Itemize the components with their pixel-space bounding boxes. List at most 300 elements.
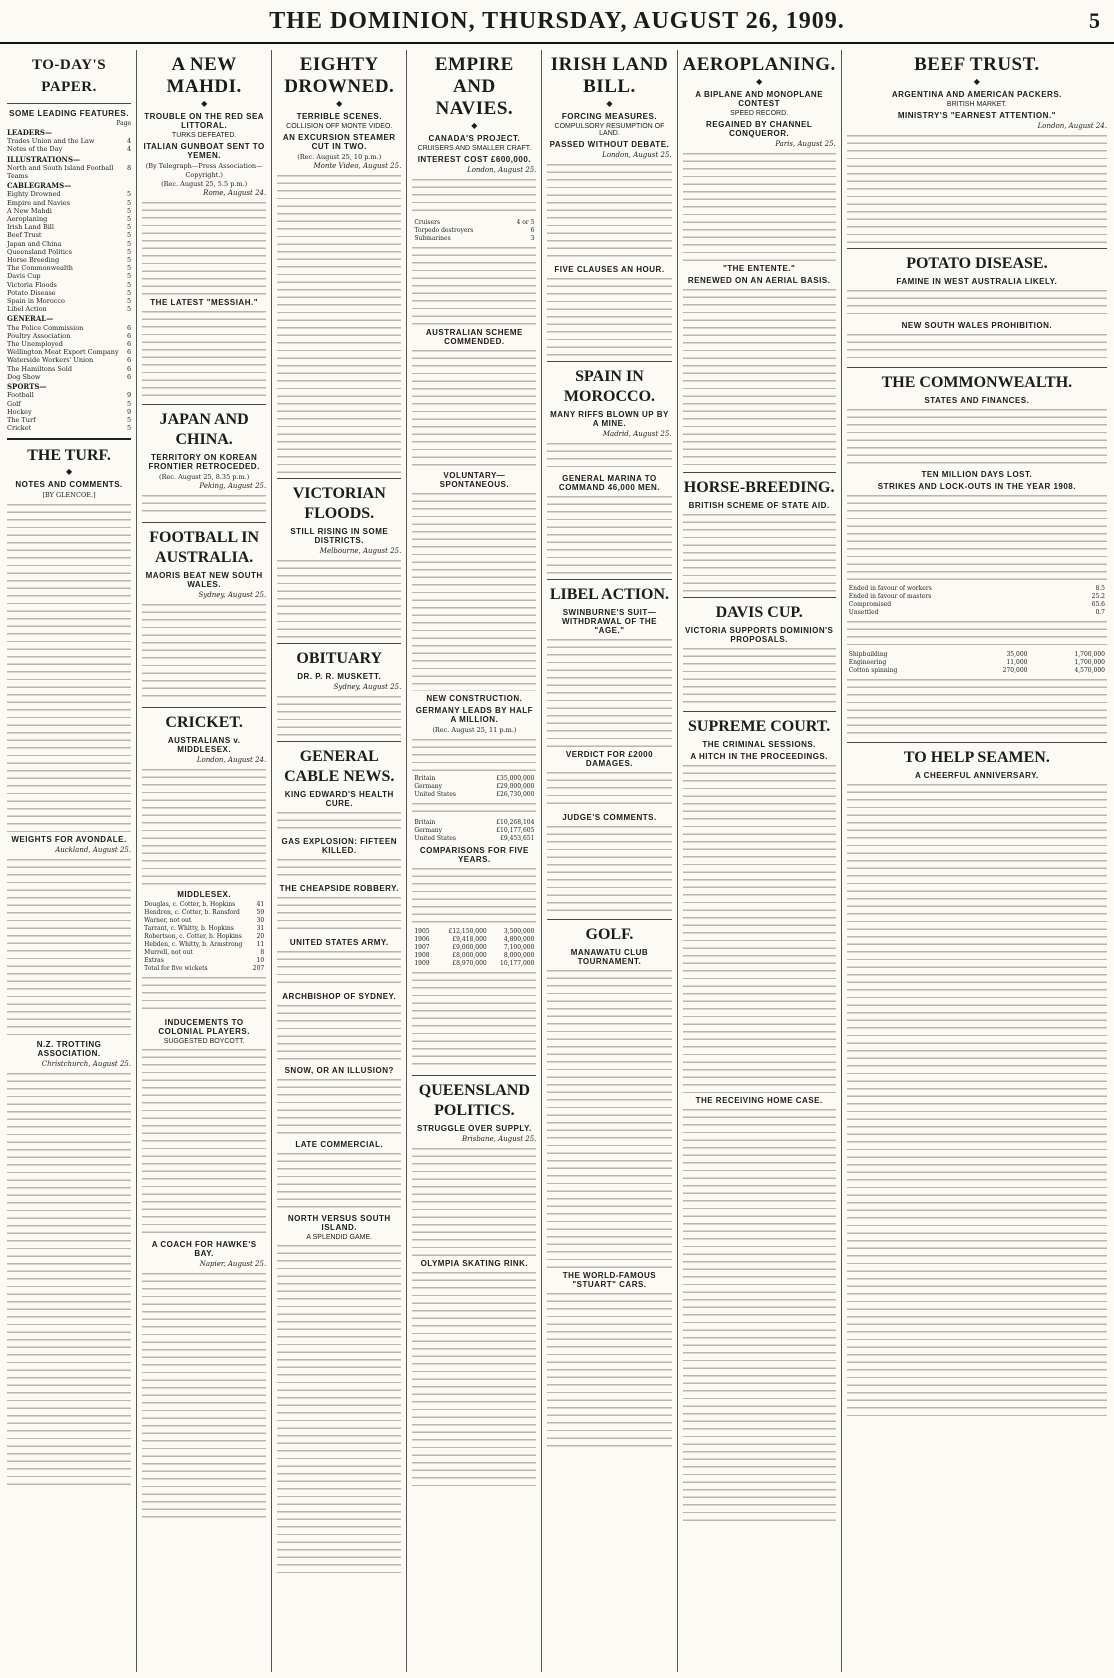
floods-headline: VICTORIAN FLOODS. <box>292 485 386 522</box>
toc-item-label: Potato Disease <box>7 288 56 297</box>
received-line: (Rec. August 25, 5.5 p.m.) <box>161 180 248 188</box>
toc-item <box>7 373 131 381</box>
toc-item <box>7 164 131 180</box>
coach-sub: A COACH FOR HAWKE'S BAY. <box>151 1240 257 1258</box>
body-text <box>412 491 536 691</box>
table-row <box>412 219 536 227</box>
toc-item-label: Libel Action <box>7 305 47 314</box>
toc-item-label: Irish Land Bill <box>7 223 54 232</box>
toc-item-page: 5 <box>126 198 132 207</box>
body-text <box>683 287 836 467</box>
obituary-headline: OBITUARY <box>296 650 383 667</box>
table-cell: Warner, not out <box>144 917 192 924</box>
table-row <box>412 827 536 835</box>
body-text <box>277 810 401 834</box>
table-cell: Ended in favour of masters <box>848 593 932 600</box>
toc-item-page: 8 <box>126 163 132 172</box>
toc-item-page: 5 <box>126 256 132 265</box>
table-cell: Hendren, c. Cotter, b. Ransford <box>144 909 240 916</box>
toc-item-page: 6 <box>126 372 132 381</box>
skating-sub: OLYMPIA SKATING RINK. <box>420 1259 529 1268</box>
table-row <box>412 944 536 952</box>
mahdi-sub2: ITALIAN GUNBOAT SENT TO YEMEN. <box>143 142 265 160</box>
toc-item-label: Waterside Workers' Union <box>7 356 94 365</box>
cable-sub9: A SPLENDID GAME. <box>306 1234 373 1241</box>
table-cell: 35,000 <box>1006 651 1028 658</box>
table-row <box>847 651 1107 659</box>
table-row <box>142 917 266 925</box>
table-cell: Unsettled <box>848 609 879 616</box>
potato-sub: FAMINE IN WEST AUSTRALIA LIKELY. <box>896 277 1058 286</box>
divider-ornament: ◆ <box>201 99 208 108</box>
body-text <box>412 1146 536 1256</box>
body-text <box>547 441 671 471</box>
body-text <box>683 646 836 706</box>
toc-item <box>7 231 131 239</box>
aero-place: Paris, August 25. <box>775 140 836 148</box>
table-cell: Shipbuilding <box>848 651 888 658</box>
toc-item <box>7 137 131 145</box>
coach-place: Napier, August 25. <box>199 1260 267 1268</box>
empire-headline: EMPIRE AND NAVIES. <box>434 54 514 119</box>
toc-item-label: Cricket <box>7 424 32 433</box>
table-cell: 1,700,000 <box>1074 659 1105 666</box>
body-text <box>142 602 266 702</box>
toc-item-page: 5 <box>126 305 132 314</box>
toc-item <box>7 248 131 256</box>
table-row <box>412 791 536 799</box>
cable-headline: GENERAL CABLE NEWS. <box>284 748 395 785</box>
floods-place: Melbourne, August 25. <box>319 547 402 555</box>
drowned-sub: TERRIBLE SCENES. <box>296 112 382 121</box>
table-cell: Torpedo destroyers <box>414 227 474 234</box>
body-text <box>683 1107 836 1527</box>
body-text <box>412 801 536 817</box>
body-text <box>142 1271 266 1521</box>
table-row <box>847 585 1107 593</box>
table-cell: 1909 <box>414 960 430 967</box>
divider-ornament: ◆ <box>973 77 980 86</box>
table-row <box>412 819 536 827</box>
toc-category: ILLUSTRATIONS— <box>7 154 81 164</box>
body-text <box>142 309 266 399</box>
toc-item-page: 5 <box>126 223 132 232</box>
body-text <box>412 737 536 773</box>
libel-sub2: VERDICT FOR £2000 DAMAGES. <box>565 750 654 768</box>
cable-sub6: SNOW, OR AN ILLUSION? <box>284 1066 394 1075</box>
spain-place: Madrid, August 25. <box>602 430 672 438</box>
divider-ornament: ◆ <box>606 99 613 108</box>
irish-sub3: FIVE CLAUSES AN HOUR. <box>554 265 665 274</box>
table-row <box>412 952 536 960</box>
beef-headline: BEEF TRUST. <box>914 54 1040 75</box>
obituary-sub: DR. P. R. MUSKETT. <box>297 672 382 681</box>
body-text <box>412 1270 536 1490</box>
empire-sub6: GERMANY LEADS BY HALF A MILLION. <box>415 706 534 724</box>
table-row <box>847 593 1107 601</box>
toc-item-page: 6 <box>126 356 132 365</box>
body-text <box>683 763 836 1093</box>
drowned-place: Monte Video, August 25. <box>313 162 402 170</box>
table-cell: Ended in favour of workers <box>848 585 932 592</box>
table-cell: 1908 <box>414 952 430 959</box>
body-text <box>277 895 401 935</box>
toc-item-label: The Turf <box>7 415 36 424</box>
horse-headline: HORSE-BREEDING. <box>683 479 835 496</box>
toc-item-label: The Unemployed <box>7 340 63 349</box>
table-cell: 65.6 <box>1091 601 1105 608</box>
toc-item-page: 5 <box>126 399 132 408</box>
table-cell: 8 <box>260 949 265 956</box>
beef-sub: ARGENTINA AND AMERICAN PACKERS. <box>891 90 1062 99</box>
drowned-headline: EIGHTY DROWNED. <box>284 54 395 97</box>
mahdi-sub: TROUBLE ON THE RED SEA LITTORAL. <box>144 112 265 130</box>
toc-item-label: Wellington Meat Export Company <box>7 348 119 357</box>
body-text <box>277 1243 401 1573</box>
toc-item-label: Poultry Association <box>7 331 71 340</box>
seamen-sub: A CHEERFUL ANNIVERSARY. <box>914 771 1039 780</box>
table-cell: 10,177,000 <box>500 960 535 967</box>
table-row <box>847 609 1107 617</box>
spain-sub: MANY RIFFS BLOWN UP BY A MINE. <box>550 410 669 428</box>
table-cell: 11 <box>256 941 265 948</box>
table-row <box>412 835 536 843</box>
spend2-table <box>412 819 536 843</box>
spain-sub2: GENERAL MARINA TO COMMAND 46,000 MEN. <box>558 474 660 492</box>
toc-item <box>7 145 131 153</box>
toc-item-label: North and South Island Football Teams <box>7 163 114 181</box>
toc-item <box>7 340 131 348</box>
empire-sub3: AUSTRALIAN SCHEME COMMENDED. <box>425 328 523 346</box>
body-text <box>277 1151 401 1211</box>
table-cell: Cruisers <box>414 219 441 226</box>
mahdi-headline: A NEW MAHDI. <box>166 54 242 97</box>
table-cell: £35,000,000 <box>496 775 535 782</box>
cable-sub4: UNITED STATES ARMY. <box>289 938 389 947</box>
table-row <box>142 957 266 965</box>
queensland-headline: QUEENSLAND POLITICS. <box>418 1082 530 1119</box>
japan-received: (Rec. August 25, 8.35 p.m.) <box>159 473 250 481</box>
body-text <box>683 151 836 261</box>
toc-item-page: 9 <box>126 407 132 416</box>
toc-item <box>7 223 131 231</box>
toc-item-label: The Commonwealth <box>7 264 73 273</box>
toc-item-page: 4 <box>126 137 132 146</box>
body-text <box>277 949 401 989</box>
toc-item <box>7 215 131 223</box>
toc-item-page: 9 <box>126 391 132 400</box>
canada-fleet-table <box>412 219 536 243</box>
newspaper-masthead-title: THE DOMINION, THURSDAY, AUGUST 26, 1909. <box>269 7 845 34</box>
toc-item-page: 5 <box>126 297 132 306</box>
empire-sub7: COMPARISONS FOR FIVE YEARS. <box>419 846 529 864</box>
column-contents <box>2 50 137 1672</box>
commonwealth-sub3: STRIKES AND LOCK-OUTS IN THE YEAR 1908. <box>877 482 1076 491</box>
toc-item <box>7 324 131 332</box>
table-cell: Hebden, c. Whitty, b. Armstrong <box>144 941 243 948</box>
irish-place: London, August 25. <box>602 151 672 159</box>
toc-item <box>7 199 131 207</box>
toc-item-page: 5 <box>126 206 132 215</box>
table-cell: United States <box>414 791 457 798</box>
body-text <box>7 1071 131 1491</box>
toc-item-page: 6 <box>126 323 132 332</box>
table-cell: 0.7 <box>1095 609 1105 616</box>
toc-item-label: Trades Union and the Law <box>7 137 95 146</box>
table-cell: Murrell, not out <box>144 949 193 956</box>
court-headline: SUPREME COURT. <box>688 718 831 735</box>
column-beef <box>842 50 1112 1672</box>
body-text <box>142 975 266 1015</box>
toc-item-label: Queensland Politics <box>7 247 72 256</box>
toc-item <box>7 400 131 408</box>
table-cell: 8,000,000 <box>503 952 535 959</box>
table-cell: 1906 <box>414 936 430 943</box>
body-text <box>847 619 1107 649</box>
football-place: Sydney, August 25. <box>198 591 267 599</box>
workers-table <box>847 651 1107 675</box>
table-cell: £9,453,651 <box>500 835 535 842</box>
turf-sub3: N.Z. TROTTING ASSOCIATION. <box>36 1040 102 1059</box>
drowned-kick: COLLISION OFF MONTE VIDEO. <box>286 123 393 130</box>
table-cell: Compromised <box>848 601 892 608</box>
libel-sub3: JUDGE'S COMMENTS. <box>562 813 657 822</box>
toc-item <box>7 305 131 313</box>
toc-item-page: 5 <box>126 415 132 424</box>
table-cell: 41 <box>256 901 265 908</box>
table-cell: Extras <box>144 957 164 964</box>
table-row <box>412 227 536 235</box>
toc-item-label: Horse Breeding <box>7 256 60 265</box>
divider-ornament: ◆ <box>471 121 478 130</box>
toc-item <box>7 272 131 280</box>
beef-kick: BRITISH MARKET. <box>946 101 1007 108</box>
toc-item-page: 5 <box>126 231 132 240</box>
body-text <box>847 133 1107 243</box>
toc-item-page: 5 <box>126 280 132 289</box>
table-cell: Robertson, c. Cotter, b. Hopkins <box>144 933 242 940</box>
column-empire <box>407 50 542 1672</box>
toc-category: GENERAL— <box>7 314 54 324</box>
body-text <box>277 857 401 881</box>
toc-item-label: Golf <box>7 399 21 408</box>
table-cell: £9,418,000 <box>452 936 487 943</box>
cricket-sub: AUSTRALIANS v. MIDDLESEX. <box>167 736 241 754</box>
toc-item-label: Victoria Floods <box>7 280 57 289</box>
toc-item <box>7 365 131 373</box>
toc-item-label: Davis Cup <box>7 272 41 281</box>
page-number: 5 <box>1089 8 1100 33</box>
table-cell: 10 <box>256 957 265 964</box>
body-text <box>847 493 1107 583</box>
aero-sub2: REGAINED BY CHANNEL CONQUEROR. <box>706 120 813 138</box>
table-cell: 1907 <box>414 944 430 951</box>
cricket-score-table <box>142 901 266 973</box>
toc-item-page: 5 <box>126 272 132 281</box>
table-cell: 270,000 <box>1002 667 1028 674</box>
table-row <box>412 775 536 783</box>
court-sub: THE CRIMINAL SESSIONS. <box>702 740 816 749</box>
aero-sub4: RENEWED ON AN AERIAL BASIS. <box>687 276 831 285</box>
table-row <box>847 601 1107 609</box>
table-row <box>142 901 266 909</box>
table-cell: Engineering <box>848 659 887 666</box>
toc-item <box>7 289 131 297</box>
cable-sub7: LATE COMMERCIAL. <box>295 1140 384 1149</box>
empire-received: (Rec. August 25, 11 p.m.) <box>432 726 517 734</box>
toc-item <box>7 391 131 399</box>
body-text <box>547 824 671 914</box>
table-cell: United States <box>414 835 457 842</box>
table-row <box>142 909 266 917</box>
table-row <box>142 949 266 957</box>
court-sub3: THE RECEIVING HOME CASE. <box>695 1096 823 1105</box>
toc-item-page: 4 <box>126 145 132 154</box>
commonwealth-headline: THE COMMONWEALTH. <box>881 374 1073 391</box>
body-text <box>847 782 1107 1422</box>
table-cell: £9,000,000 <box>452 944 487 951</box>
body-text <box>412 348 536 468</box>
turf-sub: NOTES AND COMMENTS. <box>15 480 123 490</box>
drowned-received: (Rec. August 25, 10 p.m.) <box>297 153 382 161</box>
toc-item <box>7 424 131 432</box>
court-sub2: A HITCH IN THE PROCEEDINGS. <box>690 752 828 761</box>
table-cell: 7,100,000 <box>503 944 535 951</box>
toc-item-label: Empire and Navies <box>7 198 70 207</box>
stuart-cars-ad: THE WORLD-FAMOUS "STUART" CARS. <box>562 1271 657 1289</box>
turf-headline: THE TURF. <box>27 447 111 465</box>
toc-item-page: 5 <box>126 247 132 256</box>
body-text <box>547 494 671 574</box>
golf-headline: GOLF. <box>585 926 634 943</box>
toc-item <box>7 416 131 424</box>
table-cell: 20 <box>256 933 265 940</box>
empire-sub: CANADA'S PROJECT. <box>428 134 521 143</box>
cable-sub5: ARCHBISHOP OF SYDNEY. <box>282 992 397 1001</box>
body-text <box>683 512 836 592</box>
potato-sub2: NEW SOUTH WALES PROHIBITION. <box>901 321 1053 330</box>
davis-headline: DAVIS CUP. <box>715 604 803 621</box>
table-cell: 207 <box>252 965 265 972</box>
queensland-place: Brisbane, August 25. <box>462 1135 537 1143</box>
table-row <box>412 936 536 944</box>
toc-item-page: 6 <box>126 331 132 340</box>
toc-item <box>7 190 131 198</box>
toc-item <box>7 264 131 272</box>
divider-ornament: ◆ <box>336 99 343 108</box>
body-text <box>142 200 266 295</box>
toc-subtitle: SOME LEADING FEATURES. <box>9 109 129 118</box>
body-text <box>412 866 536 926</box>
toc-item <box>7 356 131 364</box>
turf-place2: Auckland, August 25. <box>55 846 132 855</box>
table-cell: 4,800,000 <box>503 936 535 943</box>
cable-sub8: NORTH VERSUS SOUTH ISLAND. <box>287 1214 391 1232</box>
aero-sub: A BIPLANE AND MONOPLANE CONTEST <box>695 90 824 108</box>
table-cell: Submarines <box>414 235 451 242</box>
table-cell: 3 <box>530 235 535 242</box>
divider-ornament: ◆ <box>756 77 763 86</box>
column-irish <box>542 50 677 1672</box>
body-text <box>277 173 401 473</box>
table-row <box>412 928 536 936</box>
toc-item-label: Beef Trust <box>7 231 42 240</box>
toc-item <box>7 297 131 305</box>
body-text <box>547 770 671 810</box>
years-table <box>412 928 536 968</box>
irish-headline: IRISH LAND BILL. <box>550 54 669 97</box>
toc-item-label: Hockey <box>7 407 32 416</box>
table-cell: £10,177,605 <box>496 827 535 834</box>
toc-item-label: Eighty Drowned <box>7 190 61 199</box>
column-aero <box>678 50 842 1672</box>
toc-item <box>7 240 131 248</box>
japan-sub: TERRITORY ON KOREAN FRONTIER RETROCEDED. <box>148 453 260 471</box>
table-cell: 11,000 <box>1006 659 1028 666</box>
horse-sub: BRITISH SCHEME OF STATE AID. <box>688 501 830 510</box>
toc-item-page: 5 <box>126 239 132 248</box>
toc-item-page: 5 <box>126 215 132 224</box>
empire-kick: CRUISERS AND SMALLER CRAFT. <box>417 145 532 152</box>
table-cell: 8.5 <box>1095 585 1105 592</box>
body-text <box>847 407 1107 467</box>
turf-sub2: WEIGHTS FOR AVONDALE. <box>11 835 127 845</box>
aero-sub3: "THE ENTENTE." <box>722 264 796 273</box>
beef-place: London, August 24. <box>1037 122 1107 130</box>
column-mahdi <box>137 50 272 1672</box>
irish-sub: FORCING MEASURES. <box>561 112 658 121</box>
turf-byline: [BY GLENCOE.] <box>42 491 96 500</box>
table-row <box>847 667 1107 675</box>
toc-item <box>7 408 131 416</box>
body-text <box>547 276 671 356</box>
cable-sub2: GAS EXPLOSION: FIFTEEN KILLED. <box>281 837 397 855</box>
table-cell: Cotton spinning <box>848 667 898 674</box>
table-cell: £29,000,000 <box>496 783 535 790</box>
body-text <box>547 162 671 262</box>
body-text <box>412 177 536 217</box>
body-text <box>277 694 401 736</box>
table-cell: 59 <box>256 909 265 916</box>
cricket-headline: CRICKET. <box>165 714 243 731</box>
divider-ornament: ◆ <box>65 467 73 477</box>
toc-item-label: Dog Show <box>7 372 41 381</box>
spend-table <box>412 775 536 799</box>
table-row <box>142 925 266 933</box>
body-text <box>547 1291 671 1451</box>
queensland-sub: STRUGGLE OVER SUPPLY. <box>417 1124 532 1133</box>
toc-item-label: Football <box>7 391 34 400</box>
table-cell: £10,268,104 <box>496 819 535 826</box>
drowned-sub2: AN EXCURSION STEAMER CUT IN TWO. <box>282 133 396 151</box>
football-sub: MAORIS BEAT NEW SOUTH WALES. <box>145 571 263 589</box>
seamen-headline: TO HELP SEAMEN. <box>903 749 1050 766</box>
toc-item-page: 6 <box>126 340 132 349</box>
toc-item-page: 5 <box>126 424 132 433</box>
libel-headline: LIBEL ACTION. <box>549 586 670 603</box>
table-cell: Britain <box>414 775 436 782</box>
body-text <box>412 970 536 1070</box>
body-text <box>277 558 401 638</box>
toc-list <box>7 129 131 432</box>
toc-item-page: 5 <box>126 264 132 273</box>
irish-sub2: PASSED WITHOUT DEBATE. <box>549 140 670 149</box>
toc-item <box>7 348 131 356</box>
table-cell: £12,150,000 <box>448 928 487 935</box>
toc-item <box>7 332 131 340</box>
toc-item-page: 6 <box>126 364 132 373</box>
table-cell: 25.2 <box>1091 593 1105 600</box>
